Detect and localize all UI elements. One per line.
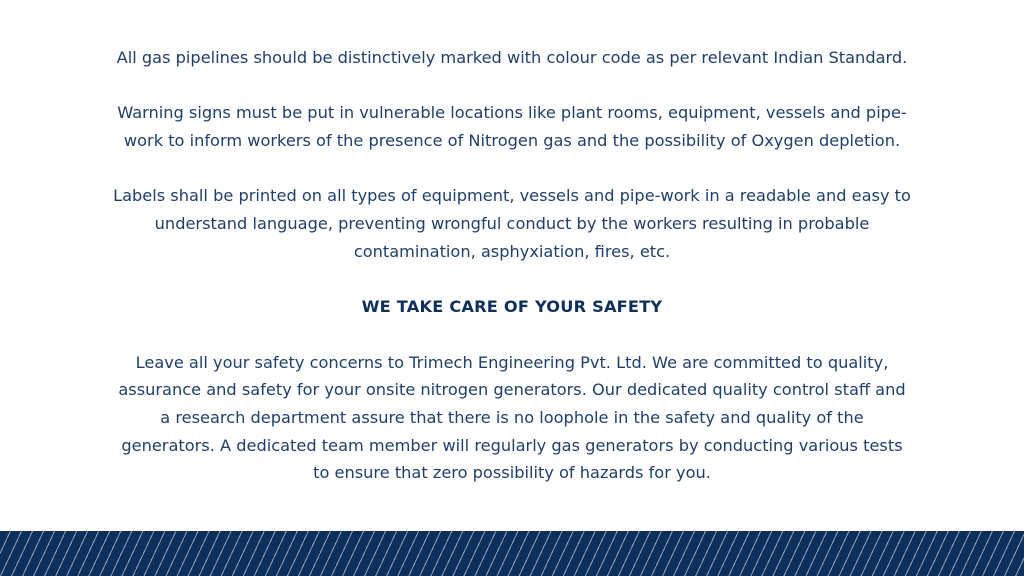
paragraph-line: Warning signs must be put in vulnerable locations like plant rooms, equipment, vessels and pipe- [117, 103, 907, 123]
safety-heading: WE TAKE CARE OF YOUR SAFETY [361, 297, 663, 317]
document-body [48, 44, 976, 487]
warning-signs-paragraph [48, 99, 976, 154]
spacer [48, 72, 976, 100]
spacer [48, 321, 976, 349]
paragraph-line: to ensure that zero possibility of hazards for you. [313, 463, 711, 483]
paragraph-line: Labels shall be printed on all types of equipment, vessels and pipe-work in a readable and easy to [113, 186, 911, 206]
paragraph-line: All gas pipelines should be distinctively marked with colour code as per relevant Indian Standard. [116, 48, 908, 67]
paragraph-line: assurance and safety for your onsite nitrogen generators. Our dedicated quality control staff and [118, 380, 906, 400]
footer-stripe-band [0, 531, 1024, 576]
paragraph-line: a research department assure that there is no loophole in the safety and quality of the [160, 408, 864, 428]
spacer [48, 155, 976, 183]
paragraph-line: work to inform workers of the presence of Nitrogen gas and the possibility of Oxygen depletion. [123, 131, 901, 151]
paragraph-line: generators. A dedicated team member will regularly gas generators by conducting various tests [121, 435, 903, 455]
trimech-commitment-paragraph [48, 349, 976, 488]
paragraph-line: contamination, asphyxiation, fires, etc. [353, 241, 671, 261]
spacer [48, 266, 976, 294]
paragraph-line: understand language, preventing wrongful conduct by the workers resulting in probable [154, 214, 870, 234]
paragraph-line: Leave all your safety concerns to Trimech Engineering Pvt. Ltd. We are committed to quality, [135, 352, 889, 372]
pipeline-marking-paragraph [48, 44, 976, 72]
labels-paragraph [48, 182, 976, 265]
